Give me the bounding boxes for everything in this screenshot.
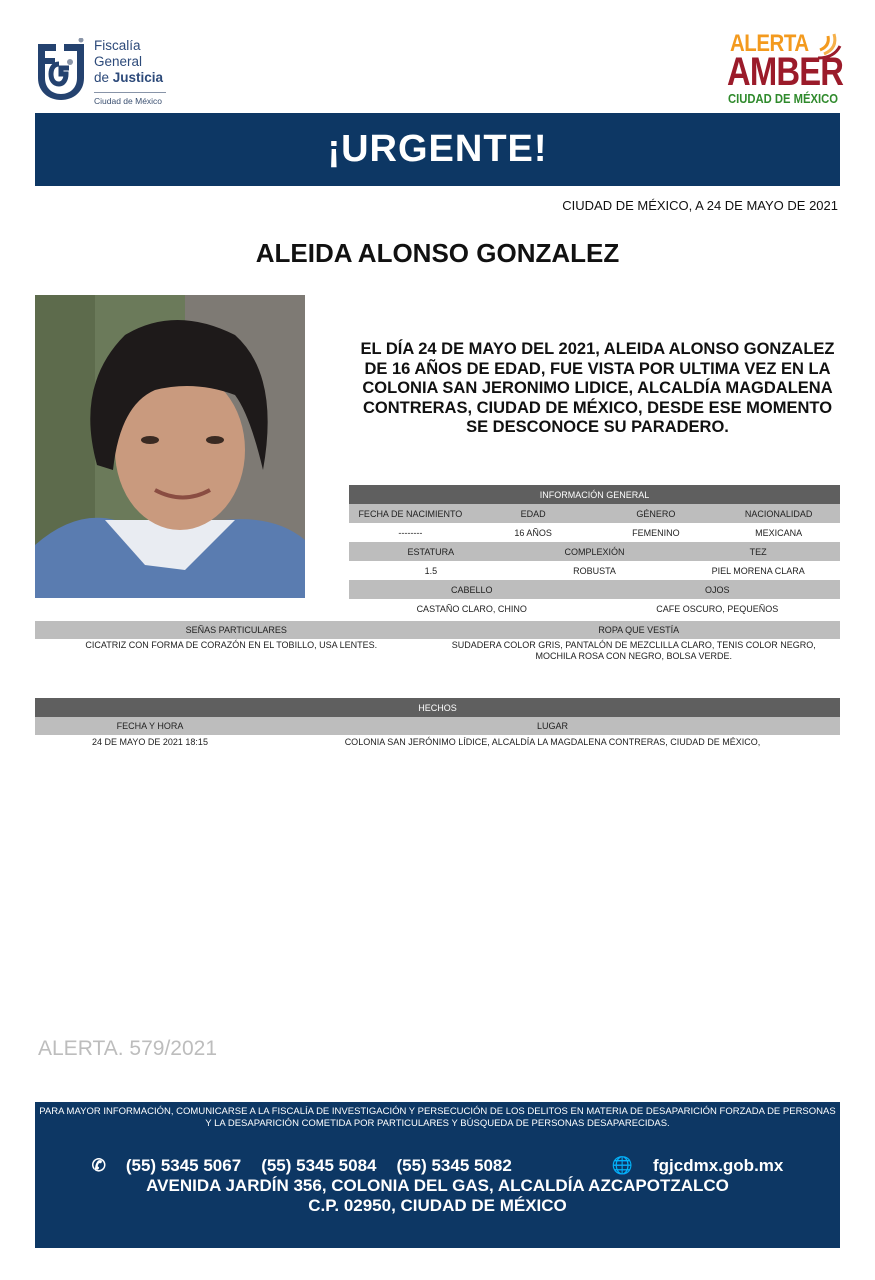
portrait-image [35,295,305,598]
table-header-row [35,717,840,735]
amber-line-2: AMBER [727,50,844,94]
header-cabello: CABELLO [450,584,493,595]
amber-line-3: CIUDAD DE MÉXICO [728,92,839,106]
value-genero: FEMENINO [632,527,680,538]
fgj-logo-text [94,38,163,86]
value-ojos: CAFE OSCURO, PEQUEÑOS [656,603,779,614]
value-fecha-nacimiento: -------- [398,527,423,538]
phone-row [35,1156,840,1176]
general-info-table [349,485,840,618]
logo-line-3b: Justicia [112,70,164,85]
fgj-emblem-icon [36,38,86,100]
urgent-banner: ¡URGENTE! [35,113,840,186]
address-line-1: AVENIDA JARDÍN 356, COLONIA DEL GAS, ALCALDÍA AZCAPOTZALCO [146,1176,729,1195]
value-cabello: CASTAÑO CLARO, CHINO [416,603,527,614]
globe-icon: 🌐 [611,1156,634,1175]
table-header-row [349,580,840,599]
table-row [349,561,840,580]
logo-line-1: Fiscalía [94,38,141,53]
footer-info-text: PARA MAYOR INFORMACIÓN, COMUNICARSE A LA FISCALÍA DE INVESTIGACIÓN Y PERSECUCIÓN DE LOS DELITOS EN MATERIA DE DESAPARICIÓN FORZADA DE PERSONAS Y LA DESAPARICIÓN COMETIDA POR PARTICULARES Y BÚSQUEDA DE PERSONAS DESAPARECIDAS. [39,1106,836,1129]
table-row [35,735,840,749]
alert-number: ALERTA. 579/2021 [38,1037,218,1060]
hechos-title-bar [35,698,840,717]
value-senas-particulares: CICATRIZ CON FORMA DE CORAZÓN EN EL TOBILLO, USA LENTES. [85,640,378,650]
header-complexion: COMPLEXIÓN [564,546,625,557]
value-lugar: COLONIA SAN JERÓNIMO LÍDICE, ALCALDÍA LA MAGDALENA CONTRERAS, CIUDAD DE MÉXICO, [344,737,761,747]
header-senas-particulares: SEÑAS PARTICULARES [185,625,287,635]
phone-number[interactable]: (55) 5345 5082 [396,1156,512,1175]
header-lugar: LUGAR [536,721,568,731]
features-table [35,621,840,662]
table-row [349,599,840,618]
website-link[interactable]: fgjcdmx.gob.mx [653,1156,784,1175]
phone-number[interactable]: (55) 5345 5084 [261,1156,377,1175]
value-estatura: 1.5 [424,565,438,576]
value-complexion: ROBUSTA [573,565,616,576]
date-line: CIUDAD DE MÉXICO, A 24 DE MAYO DE 2021 [562,198,838,213]
incident-description: EL DÍA 24 DE MAYO DEL 2021, ALEIDA ALONSO GONZALEZ DE 16 AÑOS DE EDAD, FUE VISTA POR ULTIMA VEZ EN LA COLONIA SAN JERONIMO LIDICE, ALCALDÍA MAGDALENA CONTRERAS, CIUDAD DE MÉXICO, DESDE ESE MOMENTO SE DESCONOCE SU PARADERO. [360,340,835,436]
contact-footer [35,1102,840,1248]
logo-line-2: General [94,54,143,69]
value-tez: PIEL MORENA CLARA [711,565,805,576]
logo-subtitle: Ciudad de México [94,92,166,106]
fgj-logo [36,34,176,108]
person-photo [35,295,305,598]
logo-line-3a: de [94,70,113,85]
footer-contact [35,1156,840,1216]
table-header-row [349,542,840,561]
value-nacionalidad: MEXICANA [755,527,803,538]
phone-number[interactable]: (55) 5345 5067 [125,1156,242,1175]
hechos-table [35,698,840,749]
value-fecha-hora: 24 DE MAYO DE 2021 18:15 [92,737,208,747]
header-edad: EDAD [520,508,546,519]
table-header-row [35,621,840,639]
table-row [349,523,840,542]
header-fecha-hora: FECHA Y HORA [116,721,184,731]
header-estatura: ESTATURA [407,546,455,557]
hechos-title: HECHOS [418,702,457,713]
table-row [35,639,840,662]
alerta-amber-logo [724,28,844,110]
header-ojos: OJOS [704,584,730,595]
person-name: ALEIDA ALONSO GONZALEZ [255,238,620,268]
header-nacionalidad: NACIONALIDAD [744,508,813,519]
header-fecha-nacimiento: FECHA DE NACIMIENTO [358,508,463,519]
phone-icon: ✆ [91,1156,106,1175]
header-ropa: ROPA QUE VESTÍA [598,625,680,635]
address-line-2: C.P. 02950, CIUDAD DE MÉXICO [308,1196,567,1215]
header-tez: TEZ [749,546,767,557]
table-header-row [349,504,840,523]
general-info-title-bar [349,485,840,504]
value-edad: 16 AÑOS [514,527,552,538]
amber-line-1: ALERTA [730,30,809,57]
header-genero: GÉNERO [636,508,676,519]
general-info-title: INFORMACIÓN GENERAL [539,489,650,500]
value-ropa: SUDADERA COLOR GRIS, PANTALÓN DE MEZCLILLA CLARO, TENIS COLOR NEGRO, MOCHILA ROSA CON NEGRO, BOLSA VERDE. [451,640,816,661]
